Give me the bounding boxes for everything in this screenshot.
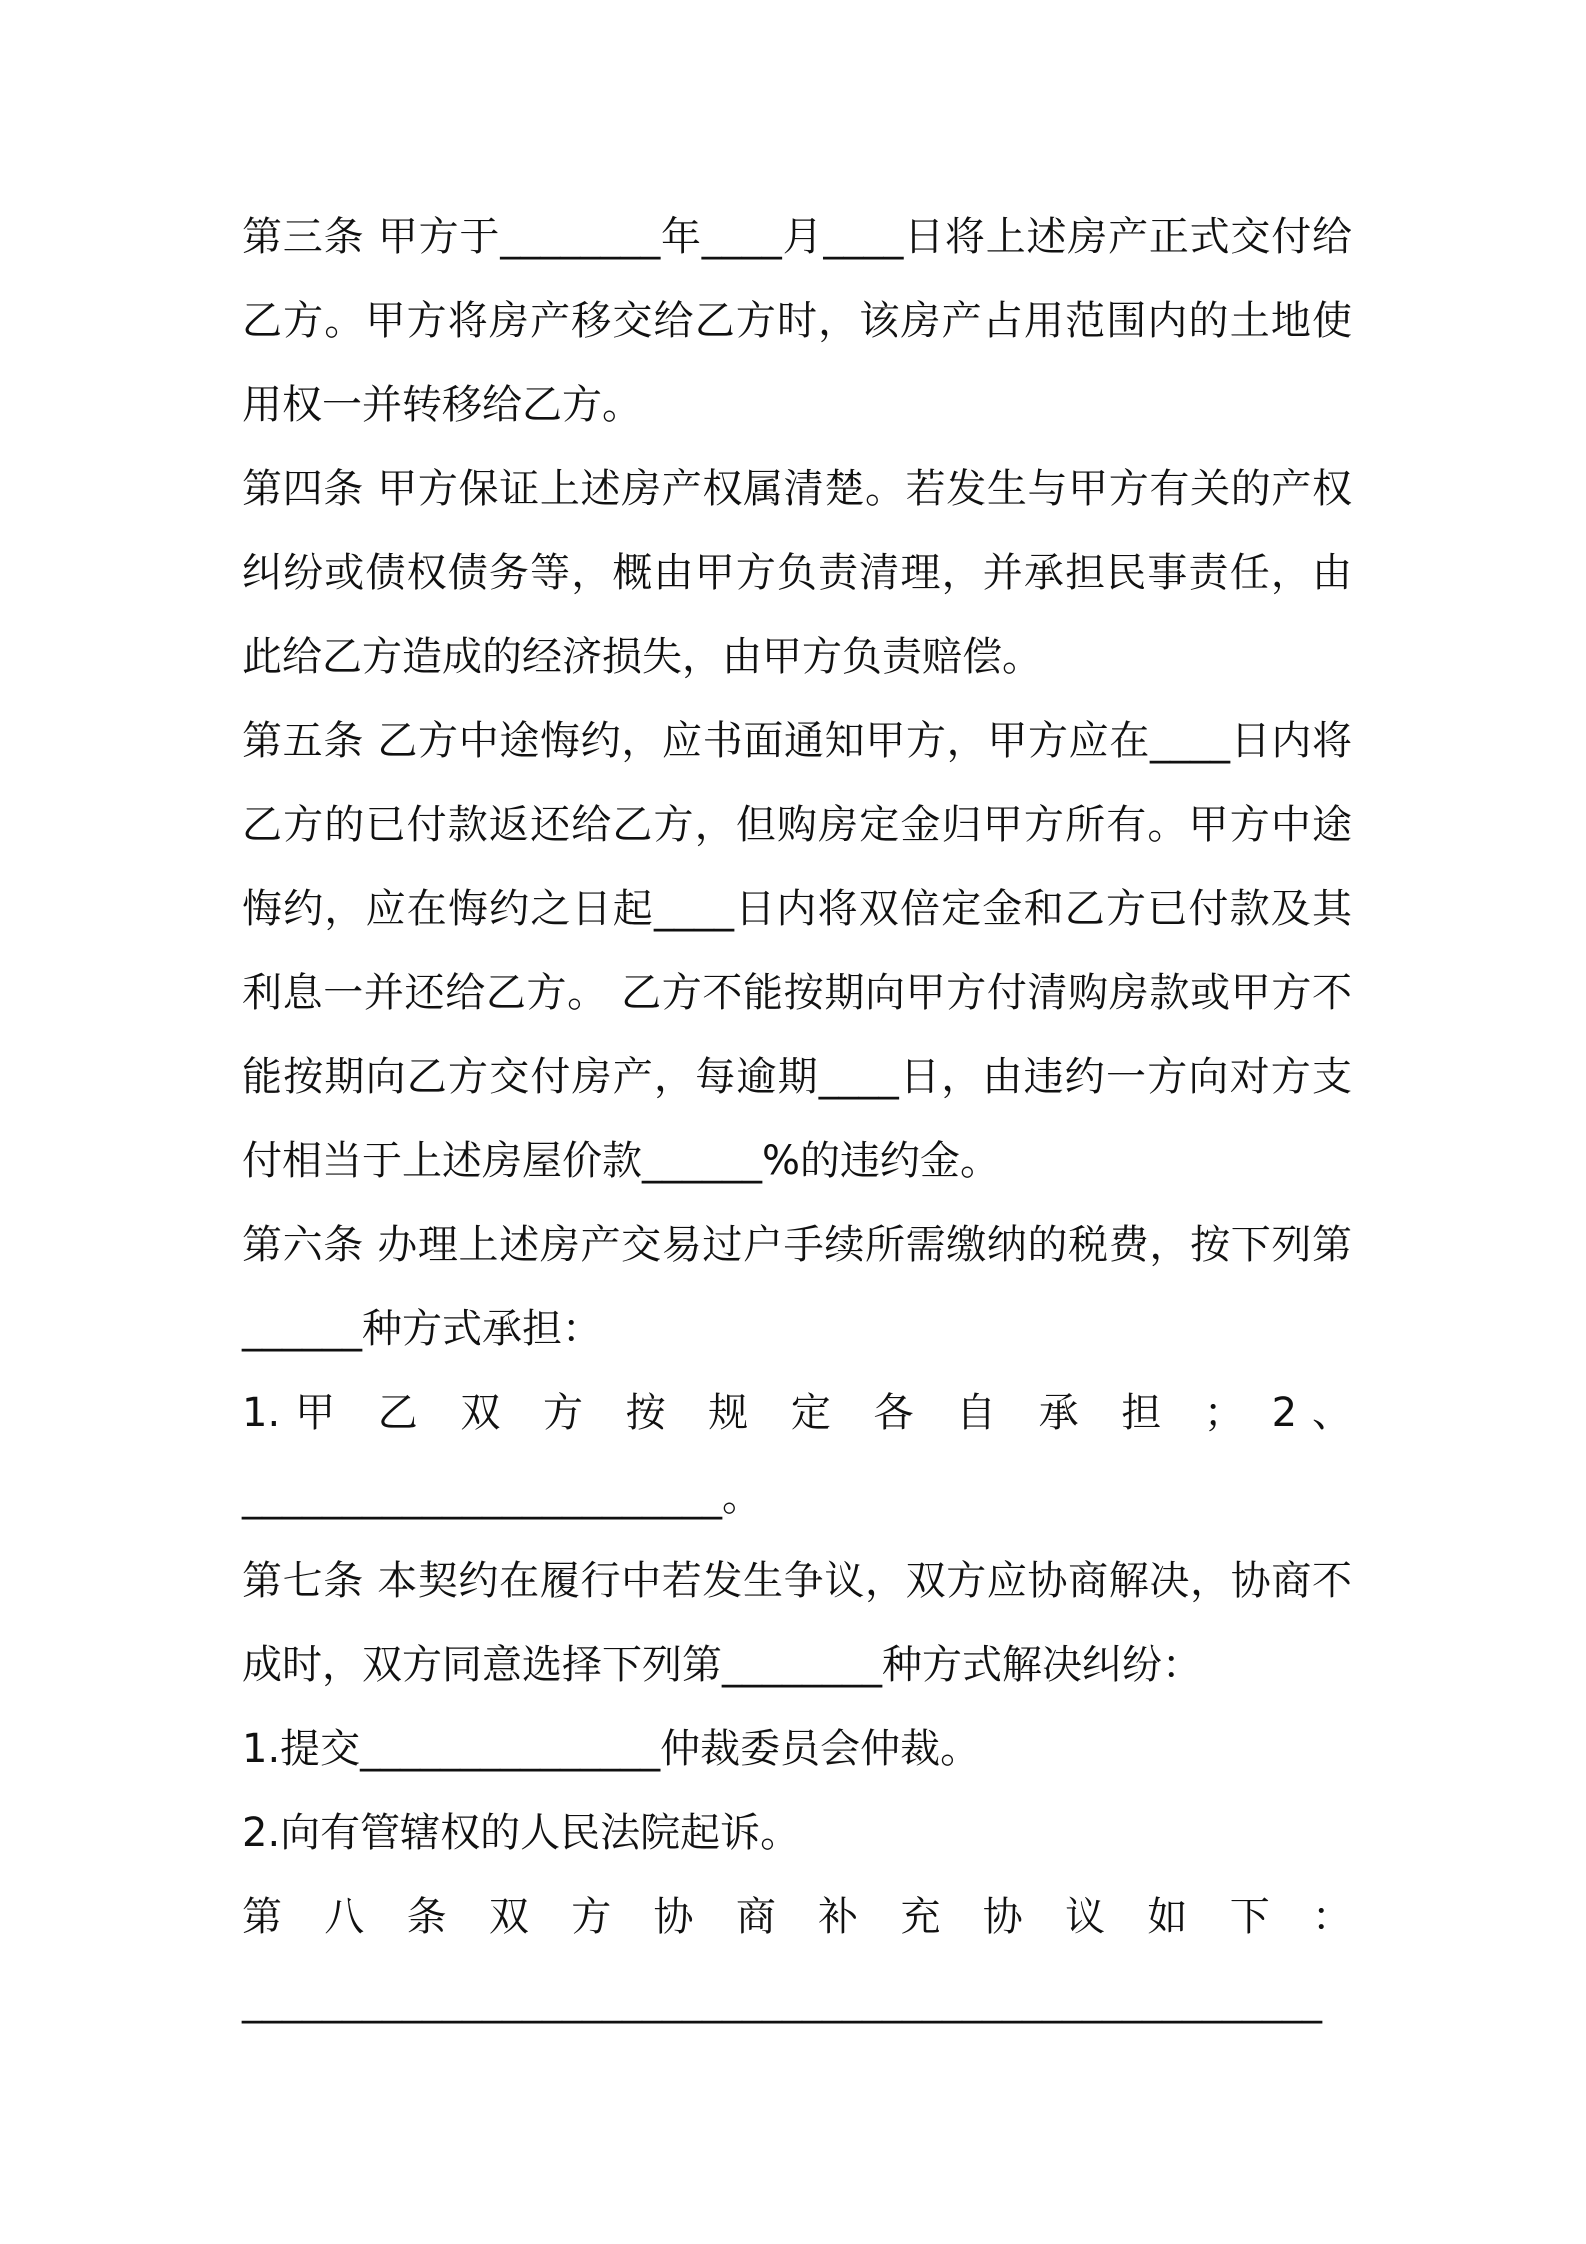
- article-6-option-line: 1.甲 乙 双 方 按 规 定 各 自 承 担 ； 2、: [242, 1390, 1352, 1436]
- article-7-option-1: 1.提交_______________仲裁委员会仲裁。: [242, 1726, 981, 1772]
- article-6: 第六条 办理上述房产交易过户手续所需缴纳的税费，按下列第______种方式承担：: [242, 1222, 1352, 1352]
- document-body: [242, 195, 1352, 2043]
- article-7-option-2: 2.向有管辖权的人民法院起诉。: [242, 1810, 801, 1856]
- article-7: 第七条 本契约在履行中若发生争议，双方应协商解决，协商不成时，双方同意选择下列第________种方式解决纠纷：: [242, 1558, 1352, 1688]
- article-8-blank-line: ______________________________________________________: [242, 1978, 1322, 2024]
- article-4: 第四条 甲方保证上述房产权属清楚。若发生与甲方有关的产权纠纷或债权债务等，概由甲方负责清理，并承担民事责任，由此给乙方造成的经济损失，由甲方负责赔偿。: [242, 466, 1352, 680]
- article-3: 第三条 甲方于________年____月____日将上述房产正式交付给乙方。甲方将房产移交给乙方时，该房产占用范围内的土地使用权一并转移给乙方。: [242, 214, 1352, 428]
- article-8: 第 八 条 双 方 协 商 补 充 协 议 如 下 ：: [242, 1894, 1352, 1940]
- article-5: 第五条 乙方中途悔约，应书面通知甲方，甲方应在____日内将乙方的已付款返还给乙方，但购房定金归甲方所有。甲方中途悔约，应在悔约之日起____日内将双倍定金和乙方已付款及其利息一并还给乙方。 乙方不能按期向甲方付清购房款或甲方不能按期向乙方交付房产，每逾期____日，由违约一方向对方支付相当于上述房屋价款______%的违约金。: [242, 718, 1352, 1184]
- article-6-option-2-blank: ________________________。: [242, 1474, 762, 1520]
